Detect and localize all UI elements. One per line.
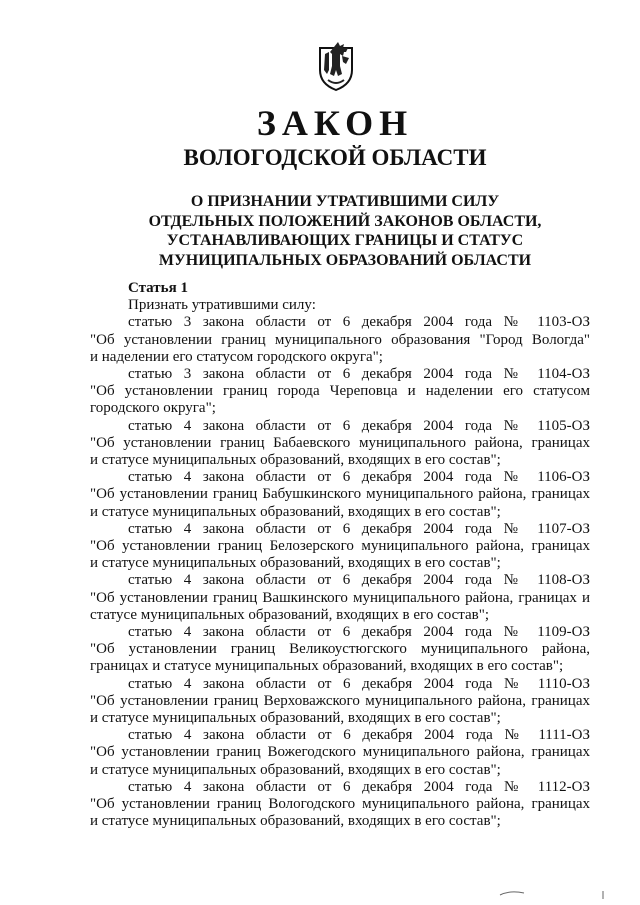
list-item-line: статусе муниципальных образований, входящих в его состав"; [90, 606, 490, 623]
list-item-line: и статусе муниципальных образований, входящих в его состав"; [90, 452, 501, 469]
law-subject-title [130, 192, 560, 270]
list-item-lead: статью 4 закона области от 6 декабря 2004 года № 1106-ОЗ [128, 469, 590, 486]
article-body [90, 280, 590, 831]
article-intro: Признать утратившими силу: [128, 297, 316, 314]
list-item-lead: статью 4 закона области от 6 декабря 2004 года № 1105-ОЗ [128, 417, 590, 434]
list-item-line: "Об установлении границ муниципального образования "Город Вологда" [90, 331, 590, 348]
list-item-line: и статусе муниципальных образований, входящих в его состав"; [90, 761, 501, 778]
list-item-line: "Об установлении границ Бабаевского муниципального района, границах [90, 434, 590, 451]
list-item-line: "Об установлении границ Бабушкинского муниципального района, границах [90, 486, 590, 503]
list-item [90, 624, 590, 676]
subject-line: МУНИЦИПАЛЬНЫХ ОБРАЗОВАНИЙ ОБЛАСТИ [158, 251, 532, 269]
list-item [90, 418, 590, 470]
scan-mark [600, 890, 606, 900]
list-item-lead: статью 4 закона области от 6 декабря 2004 года № 1108-ОЗ [128, 572, 590, 589]
region-title: ВОЛОГОДСКОЙ ОБЛАСТИ [183, 145, 487, 170]
scan-mark [498, 888, 528, 898]
list-item [90, 366, 590, 418]
list-item [90, 469, 590, 521]
list-item-line: "Об установлении границ Белозерского муниципального района, границах [90, 538, 590, 555]
list-item [90, 676, 590, 728]
list-item [90, 779, 590, 831]
list-item-line: городского округа"; [90, 400, 216, 417]
list-item [90, 521, 590, 573]
subject-line: О ПРИЗНАНИИ УТРАТИВШИМИ СИЛУ [190, 193, 500, 210]
list-item-lead: статью 4 закона области от 6 декабря 2004 года № 1111-ОЗ [128, 727, 590, 744]
article-heading: Статья 1 [128, 280, 188, 296]
list-item-line: "Об установлении границ Вожегодского муниципального района, границах [90, 744, 590, 761]
list-item-lead: статью 3 закона области от 6 декабря 2004 года № 1103-ОЗ [128, 314, 590, 331]
document-type-title: ЗАКОН [256, 103, 414, 143]
list-item-line: и статусе муниципальных образований, входящих в его состав"; [90, 503, 501, 520]
list-item-line: границах и статусе муниципальных образований, входящих в его состав"; [90, 658, 564, 675]
list-item-line: "Об установлении границ Вашкинского муниципального района, границах и [90, 589, 590, 606]
list-item-line: и статусе муниципальных образований, входящих в его состав"; [90, 555, 501, 572]
list-item-lead: статью 3 закона области от 6 декабря 2004 года № 1104-ОЗ [128, 366, 590, 383]
list-item [90, 314, 590, 366]
list-item-line: и статусе муниципальных образований, входящих в его состав"; [90, 813, 501, 830]
list-item-line: "Об установлении границ города Череповца и наделении его статусом [90, 383, 590, 400]
list-item-line: и статусе муниципальных образований, входящих в его состав"; [90, 710, 501, 727]
list-item [90, 727, 590, 779]
subject-line: УСТАНАВЛИВАЮЩИХ ГРАНИЦЫ И СТАТУС [166, 232, 524, 249]
list-item-line: "Об установлении границ Великоустюгского муниципального района, [90, 641, 590, 658]
list-item-line: "Об установлении границ Вологодского муниципального района, границах [90, 796, 590, 813]
list-item-lead: статью 4 закона области от 6 декабря 2004 года № 1110-ОЗ [128, 675, 590, 692]
subject-line: ОТДЕЛЬНЫХ ПОЛОЖЕНИЙ ЗАКОНОВ ОБЛАСТИ, [148, 212, 542, 230]
list-item-lead: статью 4 закона области от 6 декабря 2004 года № 1107-ОЗ [128, 520, 590, 537]
list-item-line: "Об установлении границ Верховажского муниципального района, границах [90, 692, 590, 709]
coat-of-arms-icon [316, 40, 356, 92]
list-item-line: и наделении его статусом городского округа"; [90, 348, 383, 365]
list-item-lead: статью 4 закона области от 6 декабря 2004 года № 1112-ОЗ [128, 778, 590, 795]
list-item-lead: статью 4 закона области от 6 декабря 2004 года № 1109-ОЗ [128, 624, 590, 641]
list-item [90, 572, 590, 624]
